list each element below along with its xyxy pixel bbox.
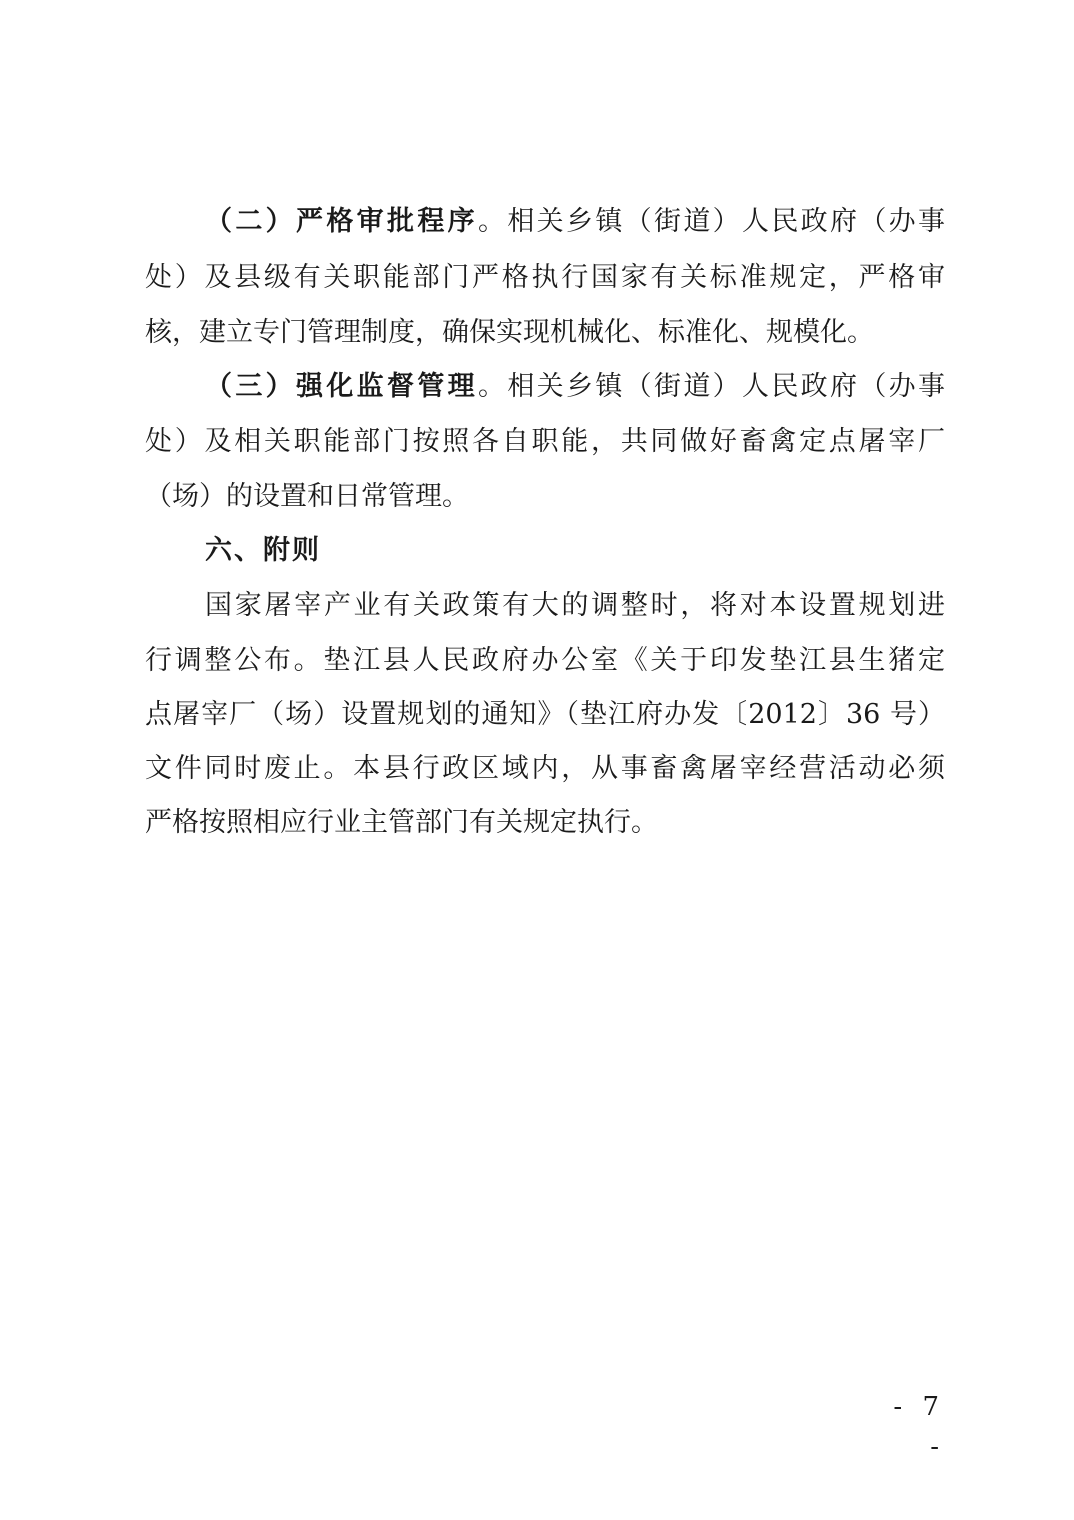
section-heading-appendix: 六、附则 (205, 535, 321, 566)
paragraph-3-line-2: 处）及相关职能部门按照各自职能，共同做好畜禽定点屠宰厂 (145, 426, 945, 457)
paragraph-6-line-5: 严格按照相应行业主管部门有关规定执行。 (145, 807, 658, 838)
paragraph-6-line-4: 文件同时废止。本县行政区域内，从事畜禽屠宰经营活动必须 (145, 753, 945, 784)
paragraph-6-line-3: 点屠宰厂（场）设置规划的通知》（垫江府办发〔2012〕36 号） (145, 699, 945, 730)
paragraph-6-line-2: 行调整公布。垫江县人民政府办公室《关于印发垫江县生猪定 (145, 645, 945, 676)
paragraph-2-title: （二）严格审批程序 (205, 206, 478, 237)
paragraph-6-line-1: 国家屠宰产业有关政策有大的调整时，将对本设置规划进 (205, 590, 945, 621)
paragraph-3-title: （三）强化监督管理 (205, 371, 478, 402)
paragraph-2-line-1 (205, 197, 945, 247)
paragraph-3-line-3: （场）的设置和日常管理。 (145, 481, 469, 512)
paragraph-2-text: 。相关乡镇（街道）人民政府（办事 (478, 206, 945, 237)
paragraph-3-text: 。相关乡镇（街道）人民政府（办事 (478, 371, 945, 402)
paragraph-2-line-2: 处）及县级有关职能部门严格执行国家有关标准规定，严格审 (145, 262, 945, 293)
paragraph-3-line-1 (205, 362, 945, 412)
paragraph-2-line-3: 核，建立专门管理制度，确保实现机械化、标准化、规模化。 (145, 317, 874, 348)
page-number: - 7 - (893, 1392, 945, 1462)
